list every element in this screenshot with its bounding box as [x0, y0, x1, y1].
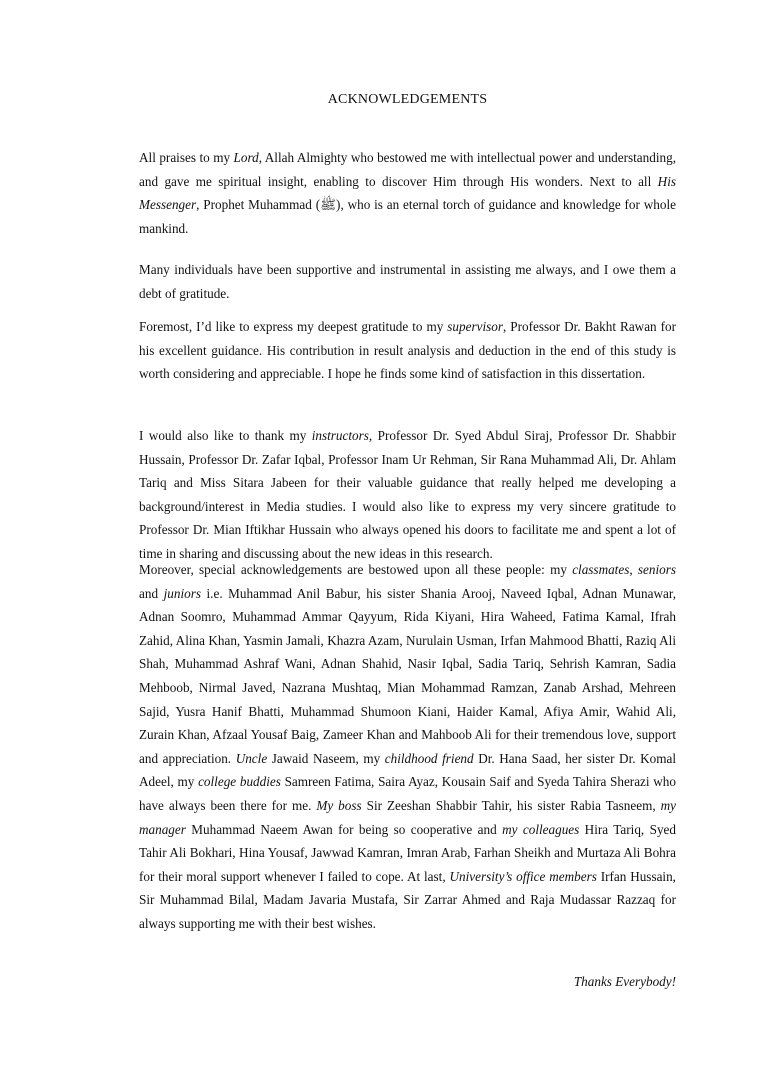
text-run: , Prophet Muhammad (ﷺ), who is an eternal torch of guidance and knowledge for whole mankind. [139, 197, 676, 236]
text-run: Foremost, I’d like to express my deepest gratitude to my [139, 319, 448, 334]
text-run: I would also like to thank my [139, 428, 312, 443]
text-run: Sir Zeeshan Shabbir Tahir, his sister Rabia Tasneem, [361, 797, 661, 813]
text-run: Samreen Fatima, Saira Ayaz, Kousain Saif and Syeda Tahira Sherazi who have always been there for me. [139, 774, 676, 813]
paragraph-instructors [139, 424, 676, 566]
emphasis-his-messenger: His Messenger [139, 173, 676, 213]
text-run: Jawaid Naseem, my [267, 750, 385, 766]
paragraph-acknowledgements [139, 558, 676, 936]
emphasis-seniors: seniors [637, 562, 676, 577]
text-run: , Allah Almighty who bestowed me with intellectual power and understanding, and gave me spiritual insight, enabling to discover Him through His wonders. Next to all [139, 150, 676, 189]
paragraph-supervisor [139, 315, 676, 386]
text-run: and [139, 585, 164, 601]
emphasis-my-colleagues: my colleagues [502, 821, 580, 837]
emphasis-uncle: Uncle [235, 750, 268, 766]
text-run: Dr. Hana Saad, her sister Dr. Komal Adeel, my [139, 750, 677, 790]
emphasis-supervisor: supervisor [447, 319, 503, 334]
text-run: Irfan Hussain, Sir Muhammad Bilal, Madam Javaria Mustafa, Sir Zarrar Ahmed and Raja Mudassar Razzaq for always supporting me with their best wishes. [139, 868, 676, 931]
emphasis-my-manager: my manager [139, 797, 676, 837]
paragraph-praises [139, 146, 676, 240]
emphasis-juniors: juniors [163, 585, 201, 601]
emphasis-my-boss: My boss [316, 797, 362, 813]
text-run: Moreover, special acknowledgements are bestowed upon all these people: my [139, 562, 573, 577]
paragraph-gratitude [139, 258, 676, 305]
page-title: ACKNOWLEDGEMENTS [327, 92, 488, 107]
emphasis-office-members: University’s office members [449, 868, 597, 884]
emphasis-lord: Lord [233, 150, 259, 165]
text-run: All praises to my [139, 150, 234, 165]
text-run: Muhammad Naeem Awan for being so cooperative and [185, 821, 503, 837]
text-run: , Professor Dr. Syed Abdul Siraj, Professor Dr. Shabbir Hussain, Professor Dr. Zafar Iqbal, Professor Inam Ur Rehman, Sir Rana Muhammad Ali, Dr. Ahlam Tariq and Miss Sitara Jabeen for their valuable guidance that really helped me developing a background/interest in Media studies. I would also like to express my very sincere gratitude to Professor Dr. Mian Iftikhar Hussain who always opened his doors to facilitate me and spent a lot of time in sharing and discussing about the new ideas in this research. [139, 428, 676, 561]
emphasis-instructors: instructors [311, 428, 369, 443]
emphasis-college-buddies: college buddies [198, 774, 281, 790]
text-run: Many individuals have been supportive and instrumental in assisting me always, and I owe them a debt of gratitude. [139, 262, 676, 301]
text-run: i.e. Muhammad Anil Babur, his sister Shania Arooj, Naveed Iqbal, Adnan Munawar, Adnan Soomro, Muhammad Ammar Qayyum, Rida Kiyani, Hira Waheed, Fatima Kamal, Ifrah Zahid, Alina Khan, Yasmin Jamali, Khazra Azam, Nurulain Usman, Irfan Mahmood Bhatti, Raziq Ali Shah, Muhammad Ashraf Wani, Adnan Shahid, Nasir Iqbal, Sadia Tariq, Sehrish Kamran, Sadia Mehboob, Nirmal Javed, Nazrana Mushtaq, Mian Mohammad Ramzan, Zanab Arshad, Mehreen Sajid, Yusra Hanif Bhatti, Muhammad Shumoon Kiani, Haider Kamal, Afiya Amir, Wahid Ali, Zurain Khan, Afzaal Yousaf Baig, Zameer Khan and Mahboob Ali for their tremendous love, support and appreciation. [139, 585, 676, 766]
emphasis-childhood-friend: childhood friend [384, 750, 474, 766]
emphasis-classmates: classmates [572, 562, 630, 577]
text-run: , Professor Dr. Bakht Rawan for his excellent guidance. His contribution in result analysis and deduction in the end of this study is worth considering and appreciable. I hope he finds some kind of satisfaction in this dissertation. [139, 319, 676, 382]
signoff: Thanks Everybody! [573, 974, 676, 989]
text-run: , [629, 562, 638, 577]
text-run: Hira Tariq, Syed Tahir Ali Bokhari, Hina Yousaf, Jawwad Kamran, Imran Arab, Farhan Sheikh and Murtaza Ali Bohra for their moral support whenever I failed to cope. At last, [139, 821, 676, 884]
